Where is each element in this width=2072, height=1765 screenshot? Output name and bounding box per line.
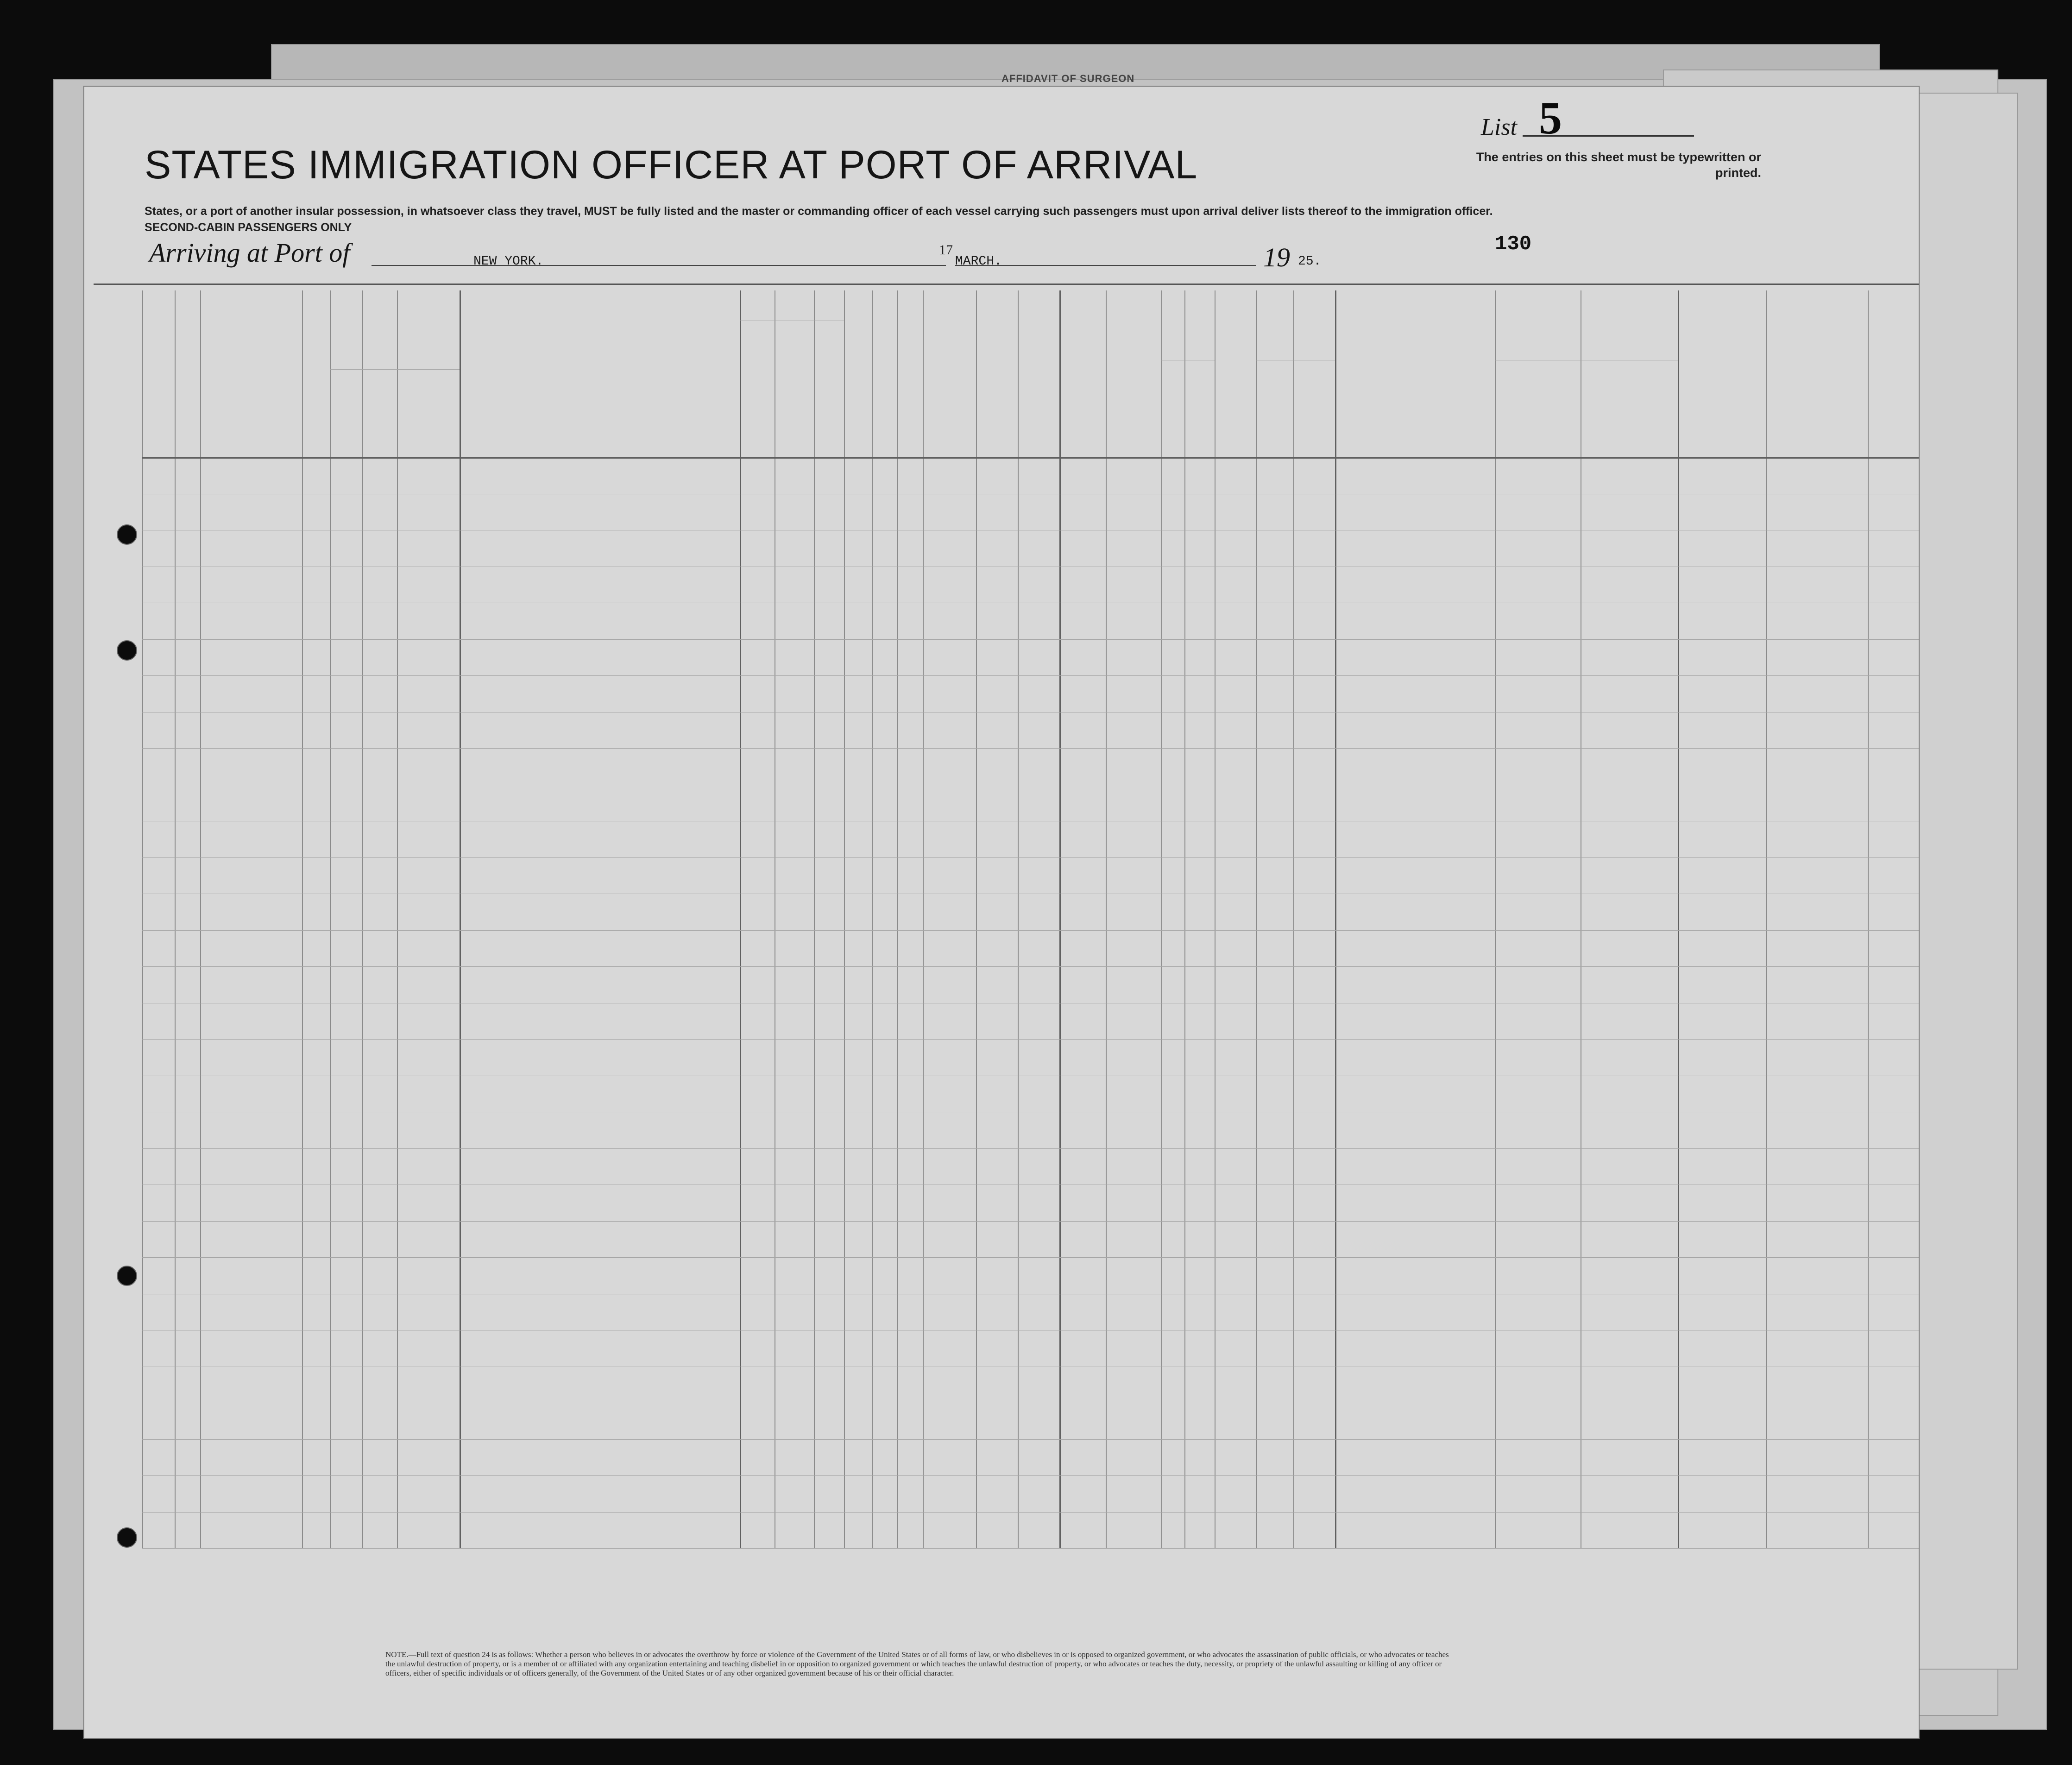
row-rule [142, 1257, 1919, 1258]
column-rule [1293, 290, 1294, 1548]
column-rule [1106, 290, 1107, 1548]
subheader-rule [330, 369, 460, 370]
column-rule [814, 290, 815, 1548]
header-rule [94, 284, 1919, 285]
column-rule [976, 290, 977, 1548]
header-height-inches [1185, 383, 1213, 453]
date-month: MARCH. [955, 254, 1002, 269]
header-ticket [177, 328, 197, 453]
row-rule [142, 1475, 1919, 1476]
column-rule [1868, 290, 1869, 1548]
header-bottom-rule [142, 457, 1919, 459]
row-rule [142, 857, 1919, 858]
header-height-feet [1162, 383, 1184, 453]
binder-hole [117, 1266, 137, 1286]
header-polygamist [875, 323, 894, 453]
column-rule [1335, 290, 1336, 1548]
header-deported [1020, 323, 1057, 453]
footnote: NOTE.—Full text of question 24 is as follows: Whether a person who believes in or advocates the overthrow by force or violence of the Government of the United States or of all forms of law, or who disbelieves in or is opposed to organized government, or who advocates the assassination of public officials, or who advocates or teaches the unlawful destruction of property, or is a member of or affiliated with any organization entertaining and teaching disbelief in or opposition to organized government or which teaches the unlawful destruction of property, or who advocates or teaches the duty, necessity, or propriety of the unlawful assaulting or killing of any officer or officers, either of specific individuals or of officers generally, of the Government of the United States or of any other organized government because of his or their official character. [385, 1650, 1449, 1677]
sheet-number: 130 [1495, 233, 1532, 256]
header-marks [1337, 383, 1493, 402]
header-color [1258, 346, 1333, 358]
date-underline [955, 265, 1256, 266]
header-purpose-citizen [817, 325, 841, 453]
header-prison [847, 323, 869, 453]
header-purpose-length [777, 325, 811, 453]
manifest-page [83, 73, 1920, 1739]
row-rule [142, 1512, 1919, 1513]
header-labor-offer [979, 323, 1015, 453]
column-rule [923, 290, 924, 1548]
row-rule [142, 748, 1919, 749]
column-rule [175, 290, 176, 1548]
port-value: NEW YORK. [473, 254, 544, 269]
header-height [1163, 346, 1213, 358]
header-anarchist [900, 323, 920, 453]
row-rule [142, 1548, 1919, 1549]
year-prefix: 19 [1263, 242, 1290, 272]
arriving-label: Arriving at Port of [149, 238, 350, 268]
row-rule [142, 1039, 1919, 1040]
row-rule [142, 1148, 1919, 1149]
column-rule [302, 290, 303, 1548]
header-purpose-return [743, 325, 772, 453]
row-rule [142, 930, 1919, 931]
header-purpose [742, 304, 842, 318]
column-rule [1766, 290, 1767, 1548]
row-rule [142, 1221, 1919, 1222]
header-overthrow [926, 323, 973, 453]
column-rule [460, 290, 461, 1548]
page-header [84, 73, 1919, 281]
list-underline [1523, 135, 1694, 137]
binder-hole [117, 640, 137, 661]
list-number: 5 [1539, 92, 1562, 144]
header-money [305, 328, 327, 453]
binder-hole [117, 524, 137, 545]
column-rule [1184, 290, 1185, 1548]
row-rule [142, 1439, 1919, 1440]
page-title: STATES IMMIGRATION OFFICER AT PORT OF ARRIVAL [145, 143, 1198, 187]
row-rule [142, 639, 1919, 640]
column-rule [1256, 290, 1257, 1548]
row-rule [142, 675, 1919, 676]
column-rule [397, 290, 398, 1548]
column-rule [844, 290, 845, 1548]
port-underline [372, 265, 946, 266]
date-day: 17 [939, 242, 953, 258]
header-join-relative [461, 372, 738, 436]
column-rule [1678, 290, 1679, 1548]
column-rule [1059, 290, 1061, 1548]
header-before-in-us [332, 325, 458, 367]
binder-hole [117, 1527, 137, 1548]
column-rule [200, 290, 201, 1548]
header-no-on-list-text [144, 365, 173, 420]
column-rule [1018, 290, 1019, 1548]
column-rule [1495, 290, 1496, 1548]
header-complexion [1217, 365, 1253, 453]
instruction-text: States, or a port of another insular possession, in whatsoever class they travel, MUST be fully listed and the master or commanding officer of each vessel carrying such passengers must upon arrival deliver lists thereof to the immigration officer. [145, 205, 1493, 218]
header-birthplace [1497, 346, 1676, 358]
affidavit-heading: AFFIDAVIT OF SURGEON [1001, 73, 1135, 84]
list-label: List [1481, 114, 1518, 140]
entries-note: The entries on this sheet must be typewritten or printed. [1476, 150, 1761, 180]
column-rule [740, 290, 741, 1548]
header-passage-paid [202, 332, 300, 453]
column-rule [897, 290, 898, 1548]
row-rule [142, 966, 1919, 967]
column-rule [142, 290, 143, 1548]
column-rule [362, 290, 363, 1548]
column-rule [1161, 290, 1162, 1548]
class-text: SECOND-CABIN PASSENGERS ONLY [145, 221, 352, 234]
column-rule [872, 290, 873, 1548]
year-suffix: 25. [1298, 254, 1322, 269]
column-rule [330, 290, 331, 1548]
